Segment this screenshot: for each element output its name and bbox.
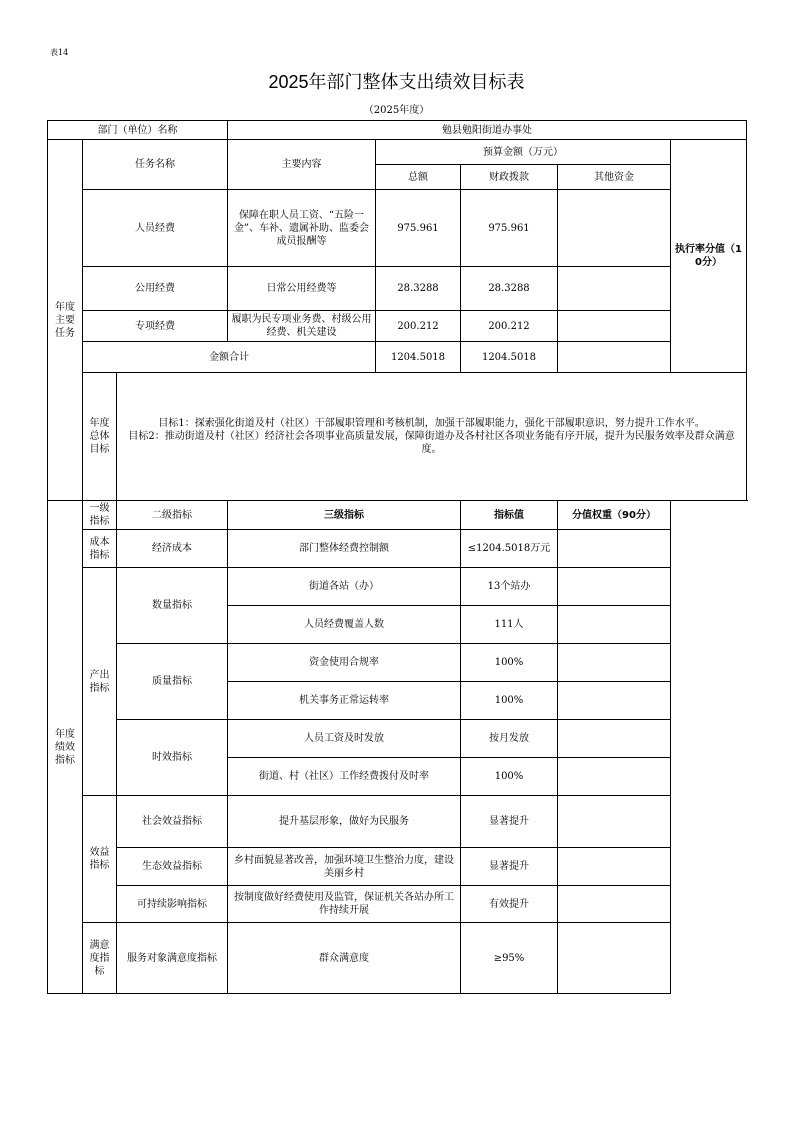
table-row [48,530,747,568]
sum-other [558,342,671,373]
table-row [48,644,747,682]
page-title: 2025年部门整体支出绩效目标表 [268,72,525,92]
cost-l2: 经济成本 [117,530,228,568]
tasks-header-row [48,140,747,165]
indicator-value: 13个站办 [461,568,558,606]
table-row [48,267,747,311]
col-total: 总额 [376,165,461,190]
tasks-section-label: 年度主要任务 [48,140,83,501]
table-row [48,568,747,606]
table-row [48,796,747,848]
sum-row [48,342,747,373]
cost-value: ≤1204.5018万元 [461,530,558,568]
table-row [48,848,747,886]
indicator-weight [558,568,671,606]
indicator-weight [558,644,671,682]
task-total: 200.212 [376,311,461,342]
indicator-weight [558,796,671,848]
task-content: 保障在职人员工资、“五险一金”、车补、遗属补助、监委会成员报酬等 [228,190,376,267]
dept-row [48,121,747,140]
col-value: 指标值 [461,501,558,530]
indicator-l3: 人员工资及时发放 [228,720,461,758]
quantity-l2: 数量指标 [117,568,228,644]
page-subtitle: （2025年度） [363,105,430,116]
indicators-header-row [48,501,747,530]
quality-l2: 质量指标 [117,644,228,720]
cost-l3: 部门整体经费控制额 [228,530,461,568]
indicator-weight [558,720,671,758]
indicator-weight [558,886,671,923]
goals-section-label: 年度总体目标 [83,373,117,501]
indicator-value: 111人 [461,606,558,644]
output-l1: 产出指标 [83,568,117,796]
indicator-l3: 资金使用合规率 [228,644,461,682]
task-other [558,267,671,311]
sum-finance: 1204.5018 [461,342,558,373]
task-content: 日常公用经费等 [228,267,376,311]
indicator-value: ≥95% [461,923,558,994]
indicator-l3: 群众满意度 [228,923,461,994]
indicator-value: 100% [461,758,558,796]
performance-table [47,120,747,994]
indicator-weight [558,923,671,994]
table-row [48,923,747,994]
table-row [48,886,747,923]
task-content: 履职为民专项业务费、村级公用经费、机关建设 [228,311,376,342]
satisfaction-l2: 服务对象满意度指标 [117,923,228,994]
task-name: 专项经费 [83,311,228,342]
col-l3: 三级指标 [228,501,461,530]
satisfaction-l1: 满意度指标 [83,923,117,994]
task-other [558,190,671,267]
col-finance: 财政拨款 [461,165,558,190]
task-finance: 28.3288 [461,267,558,311]
col-other: 其他资金 [558,165,671,190]
indicator-l3: 街道、村（社区）工作经费拨付及时率 [228,758,461,796]
indicators-section-label: 年度绩效指标 [48,501,83,994]
goal-2: 目标2：推动街道及村（社区）经济社会各项事业高质量发展，保障街道办及各村社区各项业务能有序开展，提升为民服务效率及群众满意度。 [128,431,735,455]
sum-label: 金额合计 [83,342,376,373]
cost-weight [558,530,671,568]
task-name: 公用经费 [83,267,228,311]
col-exec-rate: 执行率分值（10分） [671,140,747,373]
col-l2: 二级指标 [117,501,228,530]
indicator-weight [558,758,671,796]
indicator-value: 按月发放 [461,720,558,758]
indicator-value: 显著提升 [461,796,558,848]
goals-row [48,373,747,501]
task-name: 人员经费 [83,190,228,267]
benefit-l2: 可持续影响指标 [117,886,228,923]
indicator-value: 显著提升 [461,848,558,886]
indicator-weight [558,682,671,720]
task-total: 975.961 [376,190,461,267]
timeliness-l2: 时效指标 [117,720,228,796]
task-total: 28.3288 [376,267,461,311]
task-finance: 975.961 [461,190,558,267]
col-task-name: 任务名称 [83,140,228,190]
task-finance: 200.212 [461,311,558,342]
indicator-l3: 机关事务正常运转率 [228,682,461,720]
col-main-content: 主要内容 [228,140,376,190]
table-row [48,311,747,342]
indicator-weight [558,606,671,644]
indicator-l3: 街道各站（办） [228,568,461,606]
goals-text [117,373,747,501]
indicator-l3: 人员经费覆盖人数 [228,606,461,644]
indicator-l3: 乡村面貌显著改善，加强环境卫生整治力度，建设美丽乡村 [228,848,461,886]
dept-value: 勉县勉阳街道办事处 [228,121,747,140]
col-budget: 预算金额（万元） [376,140,671,165]
benefit-l2: 生态效益指标 [117,848,228,886]
col-weight: 分值权重（90分） [558,501,671,530]
indicator-value: 100% [461,682,558,720]
form-number-tag: 表14 [50,48,69,57]
benefit-l1: 效益指标 [83,796,117,923]
benefit-l2: 社会效益指标 [117,796,228,848]
indicator-l3: 提升基层形象，做好为民服务 [228,796,461,848]
table-row [48,720,747,758]
col-l1: 一级指标 [83,501,117,530]
dept-label: 部门（单位）名称 [48,121,228,140]
indicator-weight [558,848,671,886]
task-other [558,311,671,342]
sum-total: 1204.5018 [376,342,461,373]
table-row [48,190,747,267]
cost-l1: 成本指标 [83,530,117,568]
indicator-value: 100% [461,644,558,682]
goal-1: 目标1：探索强化街道及村（社区）干部履职管理和考核机制，加强干部履职能力，强化干部履职意识，努力提升工作水平。 [158,418,705,429]
indicator-value: 有效提升 [461,886,558,923]
indicator-l3: 按制度做好经费使用及监管，保证机关各站办所工作持续开展 [228,886,461,923]
